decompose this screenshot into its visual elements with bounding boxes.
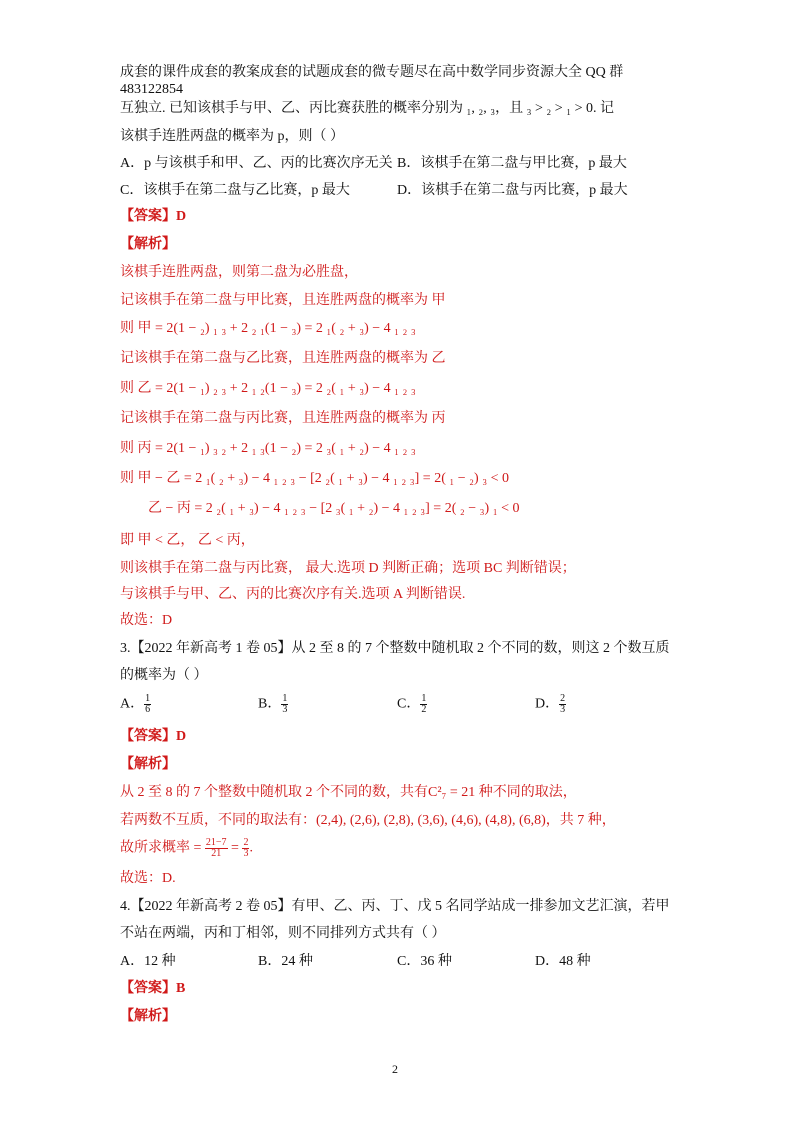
q3-sol3-prefix: 故所求概率 = (120, 840, 205, 856)
q2-solution-line: 记该棋手在第二盘与丙比赛，且连胜两盘的概率为 丙 (120, 411, 446, 426)
fraction-denominator: 3 (560, 704, 566, 715)
q4-stem-line1: 4.【2022 年新高考 2 卷 05】有甲、乙、丙、丁、戊 5 名同学站成一排参加文艺汇演，若甲 (120, 899, 670, 914)
fraction-numerator: 2 (243, 837, 249, 848)
q3-stem-line2: 的概率为（ ） (120, 668, 208, 683)
fraction-numerator: 21−7 (205, 837, 227, 848)
q3-solution-line3 (120, 838, 253, 859)
q2-solution-line: 与该棋手与甲、乙、丙的比赛次序有关.选项 A 判断错误. (120, 587, 466, 602)
q3-sol3-end: . (249, 840, 253, 856)
q3-solution-line2: 若两数不互质，不同的取法有：(2,4), (2,6), (2,8), (3,6), (4,6), (4,8), (6,8)，共 7 种， (120, 813, 616, 828)
fraction-numerator: 1 (282, 693, 288, 704)
q4-option-c: C．36 种 (397, 954, 452, 969)
q2-option-b: B．该棋手在第二盘与甲比赛，p 最大 (397, 156, 627, 171)
q3-option-d-fraction (559, 694, 566, 715)
q3-option-d (535, 694, 566, 715)
q2-solution-line: 乙 − 丙 = 2 ₂( ₁ + ₃) − 4 ₁ ₂ ₃ − [2 ₃( ₁ + ₂) − 4 ₁ ₂ ₃] = 2( ₂ − ₃) ₁ < 0 (148, 501, 520, 516)
header-line1: 成套的课件成套的教案成套的试题成套的微专题尽在高中数学同步资源大全 QQ 群 (120, 65, 624, 80)
q3-solution-line1: 从 2 至 8 的 7 个整数中随机取 2 个不同的数，共有C²₇ = 21 种不同的取法， (120, 785, 577, 800)
q2-solution-line: 则该棋手在第二盘与丙比赛， 最大.选项 D 判断正确；选项 BC 判断错误； (120, 561, 576, 576)
q3-option-c-fraction (420, 694, 427, 715)
fraction-numerator: 1 (421, 693, 427, 704)
q2-solution-line: 则 乙 = 2(1 − ₁) ₂ ₃ + 2 ₁ ₂(1 − ₃) = 2 ₂( ₁ + ₃) − 4 ₁ ₂ ₃ (120, 381, 416, 396)
q2-option-d: D．该棋手在第二盘与丙比赛，p 最大 (397, 183, 628, 198)
q2-solution-line: 即 甲 < 乙， 乙 < 丙， (120, 533, 255, 548)
q3-option-b-label: B． (258, 696, 282, 712)
q4-analysis-label: 【解析】 (120, 1009, 176, 1024)
q3-solution-final: 故选：D. (120, 871, 176, 886)
q3-option-b (258, 694, 288, 715)
q3-stem-line1: 3.【2022 年新高考 1 卷 05】从 2 至 8 的 7 个整数中随机取 2 个不同的数，则这 2 个数互质 (120, 641, 670, 656)
q2-solution-line: 则 甲 − 乙 = 2 ₁( ₂ + ₃) − 4 ₁ ₂ ₃ − [2 ₂( ₁ + ₃) − 4 ₁ ₂ ₃] = 2( ₁ − ₂) ₃ < 0 (120, 471, 509, 486)
fraction-denominator: 2 (421, 704, 427, 715)
q3-option-d-label: D． (535, 696, 560, 712)
q2-solution-line: 则 丙 = 2(1 − ₁) ₃ ₂ + 2 ₁ ₃(1 − ₂) = 2 ₃( ₁ + ₂) − 4 ₁ ₂ ₃ (120, 441, 416, 456)
q4-option-a: A．12 种 (120, 954, 176, 969)
q3-answer: 【答案】D (120, 729, 187, 744)
fraction-numerator: 2 (560, 693, 566, 704)
fraction-denominator: 3 (243, 848, 249, 859)
q3-sol3-fraction1 (205, 838, 228, 859)
q3-option-c (397, 694, 427, 715)
q3-sol3-equals: = (227, 840, 243, 856)
q3-option-c-label: C． (397, 696, 421, 712)
q4-option-d: D．48 种 (535, 954, 591, 969)
q2-solution-line: 则 甲 = 2(1 − ₂) ₁ ₃ + 2 ₂ ₁(1 − ₃) = 2 ₁( ₂ + ₃) − 4 ₁ ₂ ₃ (120, 321, 416, 336)
q2-option-a: A．p 与该棋手和甲、乙、丙的比赛次序无关 (120, 156, 393, 171)
fraction-denominator: 21 (211, 848, 222, 859)
header-line2: 483122854 (120, 82, 183, 97)
fraction-numerator: 1 (145, 693, 151, 704)
page-number: 2 (392, 1062, 398, 1076)
q2-answer: 【答案】D (120, 209, 187, 224)
q2-analysis-label: 【解析】 (120, 237, 176, 252)
q4-stem-line2: 不站在两端，丙和丁相邻，则不同排列方式共有（ ） (120, 926, 446, 941)
q2-solution-final: 故选：D (120, 613, 173, 628)
q3-option-b-fraction (281, 694, 288, 715)
fraction-denominator: 6 (145, 704, 151, 715)
q2-stem-line2: 该棋手连胜两盘的概率为 p，则（ ） (120, 129, 344, 144)
q2-option-c: C．该棋手在第二盘与乙比赛，p 最大 (120, 183, 350, 198)
q2-solution-line: 该棋手连胜两盘，则第二盘为必胜盘， (120, 265, 358, 280)
q3-option-a (120, 694, 151, 715)
q2-stem-line1: 互独立. 已知该棋手与甲、乙、丙比赛获胜的概率分别为 ₁, ₂, ₃，且 ₃ > ₂ > ₁ > 0. 记 (120, 101, 614, 116)
q3-analysis-label: 【解析】 (120, 757, 176, 772)
q4-option-b: B．24 种 (258, 954, 313, 969)
fraction-denominator: 3 (282, 704, 288, 715)
q3-option-a-label: A． (120, 696, 145, 712)
q4-answer: 【答案】B (120, 981, 186, 996)
q2-solution-line: 记该棋手在第二盘与甲比赛，且连胜两盘的概率为 甲 (120, 293, 446, 308)
q2-solution-line: 记该棋手在第二盘与乙比赛，且连胜两盘的概率为 乙 (120, 351, 446, 366)
q3-option-a-fraction (144, 694, 151, 715)
